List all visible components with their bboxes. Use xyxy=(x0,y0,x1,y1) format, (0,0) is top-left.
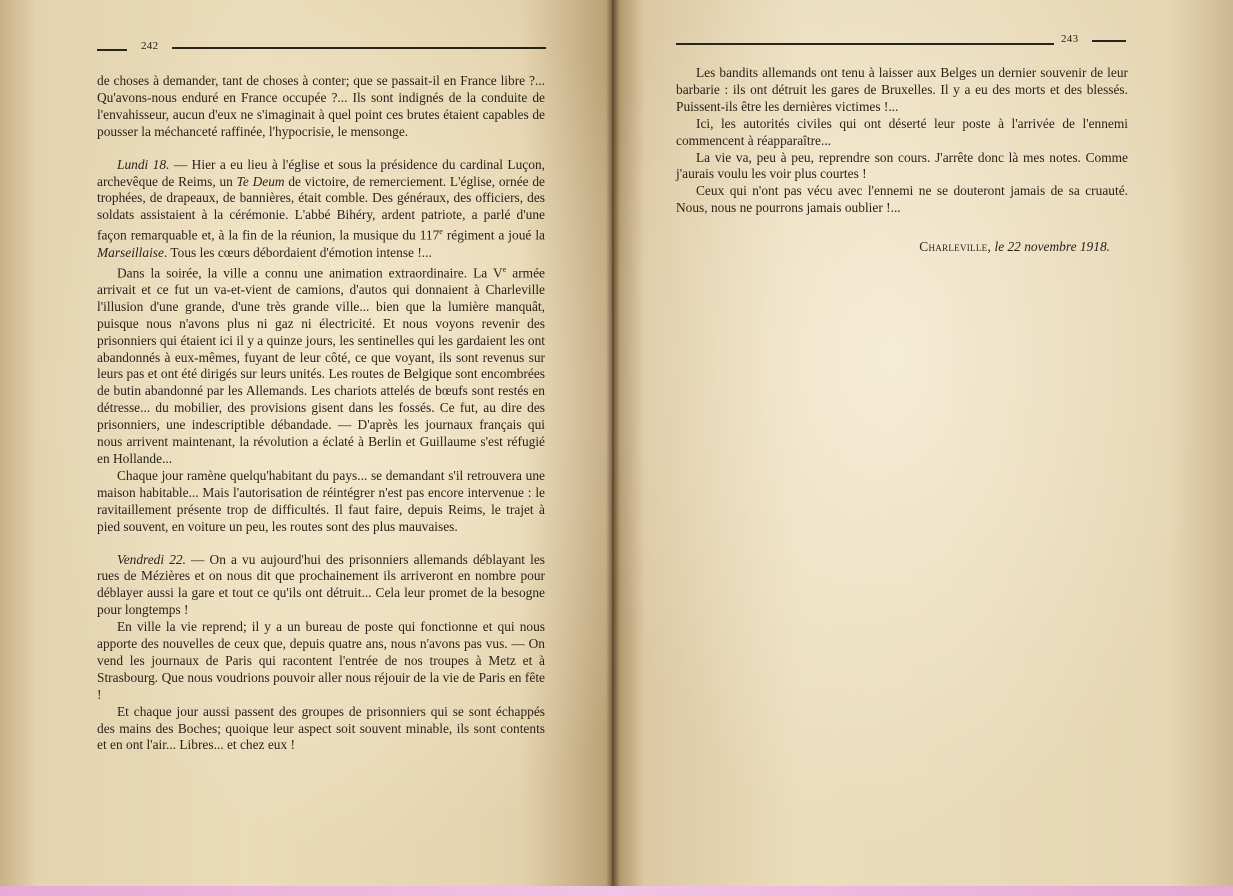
superscript: e xyxy=(439,227,443,237)
title-marseillaise: Marseillaise xyxy=(97,244,164,260)
paragraph: Les bandits allemands ont tenu à laisser aux Belges un dernier souvenir de leur barbarie : ils ont détruit les gares de Bruxelles. Il y a eu des morts et des blessés. Puissent-ils être les dernières victimes !... xyxy=(676,65,1128,114)
left-header-rule-long xyxy=(172,47,546,49)
title-te-deum: Te Deum xyxy=(236,173,285,189)
paragraph xyxy=(97,552,545,620)
paragraph: En ville la vie reprend; il y a un bureau de poste qui fonctionne et qui nous apporte des nouvelles de ceux que, depuis quatre ans, nous n'avons pas vus. — On vend les journaux de Paris qui racontent l'entrée de nos troupes à Metz et à Strasbourg. Que nous voudrions pouvoir aller nous réjouir de la vie de Paris en fête ! xyxy=(97,619,545,702)
text-run: armée arrivait et ce fut un va-et-vient de camions, d'autos qui donnaient à Charleville l'illusion d'une grande, d'une très grande ville... bien que la lumière manquât, puisque nous n'avons plus ni gaz ni électricité. Et nous voyons revenir des prisonniers qui étaient ici il y a quinze jours, les sentinelles qui les gardaient les ont abandonnés à eux-mêmes, fuyant de leur côté, ce que voyant, ils sont revenus sur leurs pas et ont été dirigés sur leurs unités. Les routes de Belgique sont encombrées de butin abandonné par les Allemands. Les chariots attelés de bœufs sont restés en détresse... du mobilier, des provisions gisent dans les fossés. Ce fut, au dire des prisonniers, une indescriptible débandade. — D'après les journaux français qui nous arrivent maintenant, la révolution a éclaté à Berlin et Guillaume s'est réfugié en Hollande... xyxy=(97,265,545,466)
text-run: Hier a eu lieu à l'église et sous la présidence du cardinal Luçon, archevêque de Reims, un xyxy=(97,156,545,189)
entry-date: Lundi 18. xyxy=(117,156,170,172)
text-run: . Tous les cœurs débordaient d'émotion intense !... xyxy=(163,244,432,260)
text-run: — On a vu aujourd'hui des prisonniers allemands déblayant les rues de Mézières et on nous dit que prochainement ils arriveront en nombre pour déblayer aussi la gare et tout ce qu'ils ont détruit... Cela leur promet de la besogne pour longtemps ! xyxy=(97,551,546,618)
right-page-number: 243 xyxy=(1061,33,1079,45)
paragraph xyxy=(97,262,545,468)
left-header-rule-short xyxy=(97,49,127,51)
signature-date: le 22 novembre 1918. xyxy=(994,239,1110,254)
text-run: de victoire, de remerciement. L'église, ornée de trophées, de drapeaux, de bannières, était comble. Des généraux, des officiers, des soldats assistaient à la cérémonie. L'abbé Bihéry, ardent patriote, a parlé d'une façon remarquable et, à la fin de la réunion, la musique du 117 xyxy=(97,173,545,243)
left-page-body xyxy=(97,73,545,754)
dash: — xyxy=(169,156,192,172)
text-run: régiment a joué la xyxy=(446,227,545,243)
signature xyxy=(814,239,1110,255)
paragraph: Ici, les autorités civiles qui ont déserté leur poste à l'arrivée de l'ennemi commencent à réapparaître... xyxy=(676,115,1128,148)
signature-place: Charleville, xyxy=(919,239,992,254)
paragraph: Et chaque jour aussi passent des groupes de prisonniers qui se sont échappés des mains des Boches; quoique leur aspect soit souvent minable, ils sont contents et en ont l'air... Libres... et chez eux ! xyxy=(97,703,545,753)
paragraph: La vie va, peu à peu, reprendre son cours. J'arrête donc là mes notes. Comme j'aurais voulu les voir plus courtes ! xyxy=(676,149,1128,182)
paragraph: Ceux qui n'ont pas vécu avec l'ennemi ne se douteront jamais de sa cruauté. Nous, nous ne pourrons jamais oublier !... xyxy=(676,183,1128,216)
right-header-rule-long xyxy=(676,43,1054,45)
text-run: Dans la soirée, la ville a connu une animation extraordinaire. La V xyxy=(117,265,503,280)
bottom-edge xyxy=(0,886,1233,896)
left-page xyxy=(0,0,612,896)
right-page-body xyxy=(676,65,1128,217)
right-header-rule-short xyxy=(1092,40,1126,42)
left-page-number: 242 xyxy=(141,40,159,52)
book-gutter xyxy=(606,0,620,896)
paragraph: de choses à demander, tant de choses à conter; que se passait-il en France libre ?... Qu'avons-nous enduré en France occupée ?... Ils sont indignés de la conduite de l'envahisseur, aucun d'eux ne s'imaginait à quel point ces brutes étaient capables de pousser la méchanceté raffinée, l'hypocrisie, le mensonge. xyxy=(97,73,545,139)
paragraph: Chaque jour ramène quelqu'habitant du pays... se demandant s'il retrouvera une maison habitable... Mais l'autorisation de réintégrer n'est pas encore intervenue : le ravitaillement présente trop de difficultés. Il faut faire, depuis Reims, le trajet à pied souvent, en voiture un peu, les routes sont des plus mauvaises. xyxy=(97,467,545,534)
superscript: e xyxy=(502,264,507,274)
right-page xyxy=(614,0,1233,896)
entry-date: Vendredi 22. xyxy=(117,551,186,567)
paragraph xyxy=(97,157,545,262)
